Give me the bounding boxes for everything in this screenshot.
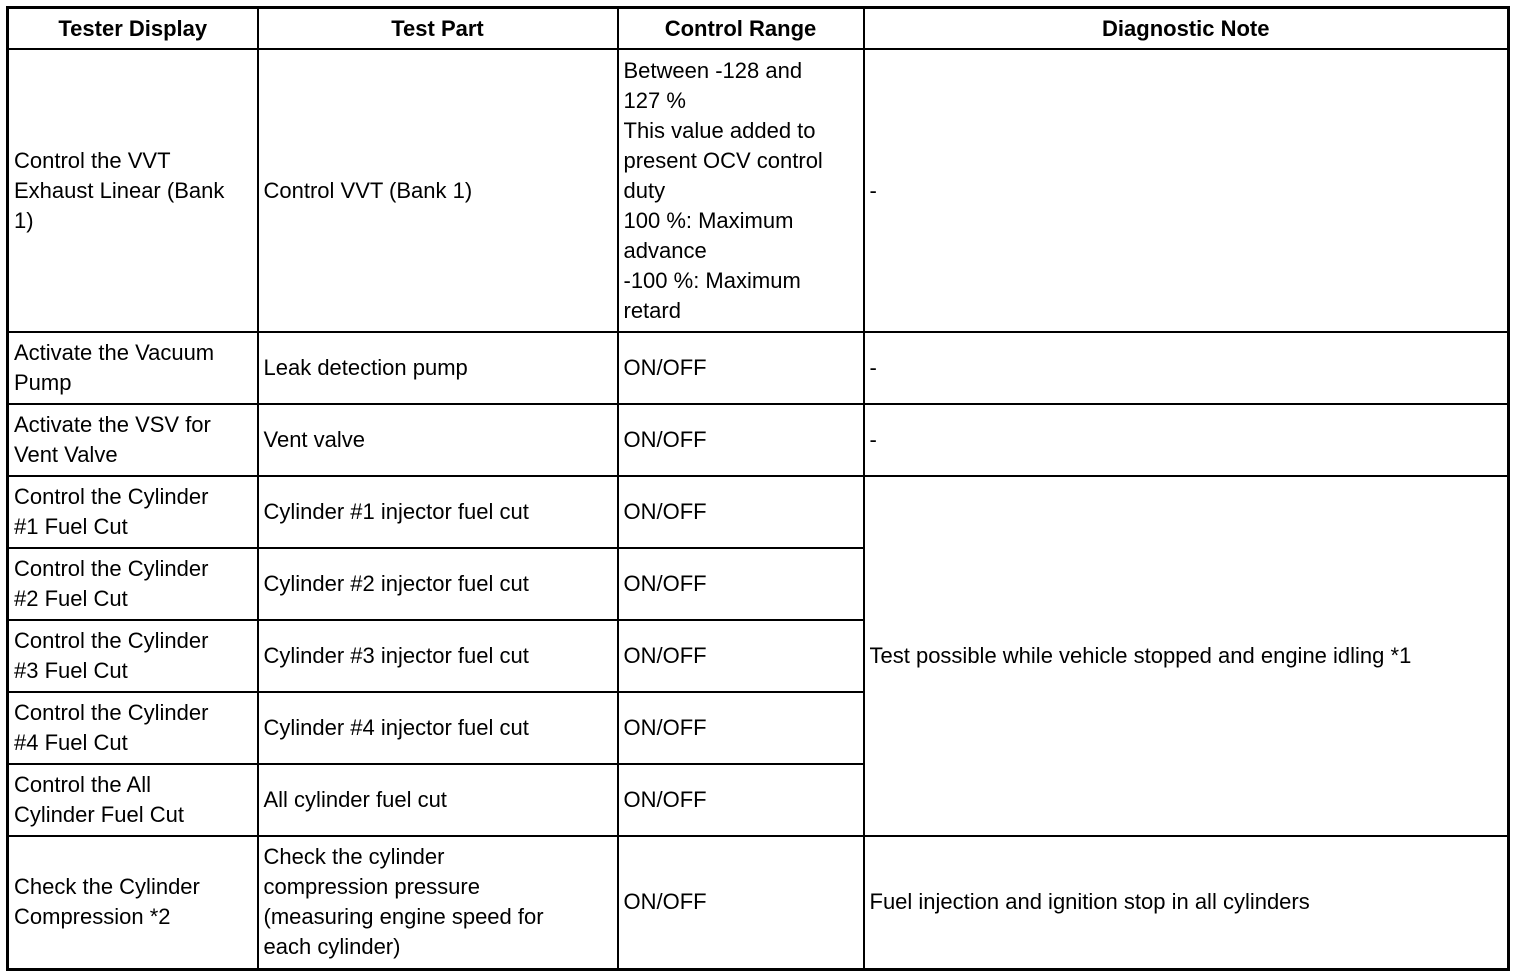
control-range-cell [618,836,864,969]
fuel-cut-note-cell [864,476,1509,836]
tester-display-text: Control the All Cylinder Fuel Cut [14,772,184,827]
control-range-text: ON/OFF [623,889,707,915]
header-diagnostic-note: Diagnostic Note [864,8,1509,50]
test-part-cell [258,692,618,764]
header-control-range: Control Range [618,8,864,50]
tester-display-text: Activate the Vacuum Pump [14,340,215,395]
control-range-text: ON/OFF [623,643,707,668]
diagnostic-note-text: Fuel injection and ignition stop in all cylinders [869,889,1310,915]
tester-display-text: Control the Cylinder #4 Fuel Cut [14,700,209,755]
test-part-text: Vent valve [263,427,366,452]
control-range-cell [618,692,864,764]
tester-display-cell [8,476,258,548]
fuel-cut-note-text: Test possible while vehicle stopped and engine idling *1 [869,643,1412,668]
control-range-cell [618,476,864,548]
test-part-cell [258,548,618,620]
header-tester-display: Tester Display [8,8,258,50]
tester-display-cell [8,692,258,764]
control-range-cell [618,620,864,692]
control-range-cell [618,49,864,332]
tester-display-text: Activate the VSV for Vent Valve [14,412,211,467]
test-part-text: Control VVT (Bank 1) [263,177,473,203]
tester-display-text: Check the Cylinder Compression *2 [14,874,200,930]
diagnostic-note-text: - [869,177,877,203]
control-range-text: Between -128 and 127 % This value added to present OCV control duty 100 %: Maximum advance -100 %: Maximum retard [623,57,823,323]
active-test-table [6,6,1510,971]
tester-display-cell [8,332,258,404]
diagnostic-note-cell [864,404,1509,476]
control-range-cell [618,764,864,836]
diagnostic-note-text: - [869,355,877,380]
test-part-text: Cylinder #2 injector fuel cut [263,571,529,596]
table-row [8,404,1509,476]
test-part-cell [258,620,618,692]
test-part-text: All cylinder fuel cut [263,787,447,812]
tester-display-cell [8,548,258,620]
table-row [8,332,1509,404]
tester-display-text: Control the VVT Exhaust Linear (Bank 1) [14,147,225,233]
control-range-text: ON/OFF [623,355,707,380]
test-part-cell [258,49,618,332]
tester-display-text: Control the Cylinder #2 Fuel Cut [14,556,209,611]
control-range-cell [618,404,864,476]
test-part-text: Leak detection pump [263,355,468,380]
control-range-text: ON/OFF [623,787,707,812]
table-row [8,836,1509,969]
tester-display-cell [8,49,258,332]
diagnostic-note-cell [864,49,1509,332]
test-part-cell [258,332,618,404]
header-row [8,8,1509,50]
tester-display-cell [8,404,258,476]
table-row [8,476,1509,548]
test-part-text: Check the cylinder compression pressure (measuring engine speed for each cylinder) [263,844,544,960]
tester-display-text: Control the Cylinder #3 Fuel Cut [14,628,209,683]
diagnostic-note-cell [864,836,1509,969]
test-part-text: Cylinder #3 injector fuel cut [263,643,529,668]
control-range-cell [618,548,864,620]
diagnostic-note-cell [864,332,1509,404]
test-part-cell [258,404,618,476]
table-row [8,49,1509,332]
control-range-text: ON/OFF [623,427,707,452]
tester-display-cell [8,836,258,969]
control-range-text: ON/OFF [623,571,707,596]
control-range-text: ON/OFF [623,715,707,740]
header-test-part: Test Part [258,8,618,50]
test-part-text: Cylinder #1 injector fuel cut [263,499,529,524]
tester-display-cell [8,764,258,836]
control-range-text: ON/OFF [623,499,707,524]
tester-display-cell [8,620,258,692]
test-part-text: Cylinder #4 injector fuel cut [263,715,529,740]
test-part-cell [258,836,618,969]
diagnostic-note-text: - [869,427,877,452]
test-part-cell [258,764,618,836]
control-range-cell [618,332,864,404]
test-part-cell [258,476,618,548]
tester-display-text: Control the Cylinder #1 Fuel Cut [14,484,209,539]
